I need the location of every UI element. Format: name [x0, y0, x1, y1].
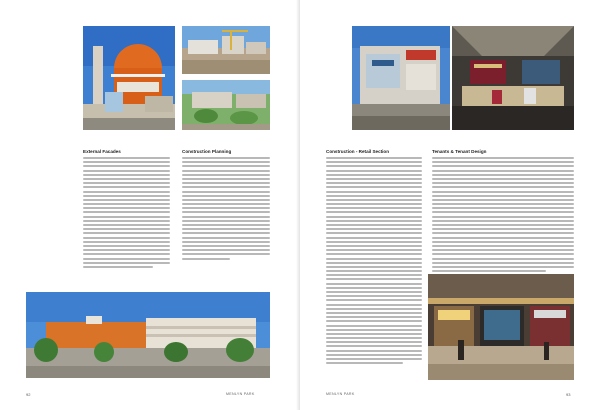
- heading-tenants-design: Tenants & Tenant Design: [432, 149, 487, 154]
- heading-external-facades: External Facades: [83, 149, 121, 154]
- heading-construction-planning: Construction Planning: [182, 149, 232, 154]
- text-construction-retail: [326, 157, 422, 366]
- photo-aerial-landscape: [182, 80, 270, 130]
- photo-building-exterior: [26, 292, 270, 378]
- text-construction-planning: [182, 157, 270, 262]
- page-number-left: 92: [26, 392, 31, 397]
- running-footer-right: MENLYN PARK: [326, 392, 355, 396]
- text-tenants-design: [432, 157, 574, 274]
- right-page: [300, 0, 600, 410]
- photo-atrium-interior: [452, 26, 574, 130]
- photo-dome-tower: [83, 26, 175, 130]
- running-footer-left: MENLYN PARK: [226, 392, 255, 396]
- photo-construction-site: [182, 26, 270, 74]
- photo-mall-interior: [428, 274, 574, 380]
- heading-construction-retail: Construction - Retail Section: [326, 149, 390, 154]
- page-number-right: 93: [566, 392, 571, 397]
- text-external-facades: [83, 157, 170, 270]
- photo-modern-facade: [352, 26, 450, 130]
